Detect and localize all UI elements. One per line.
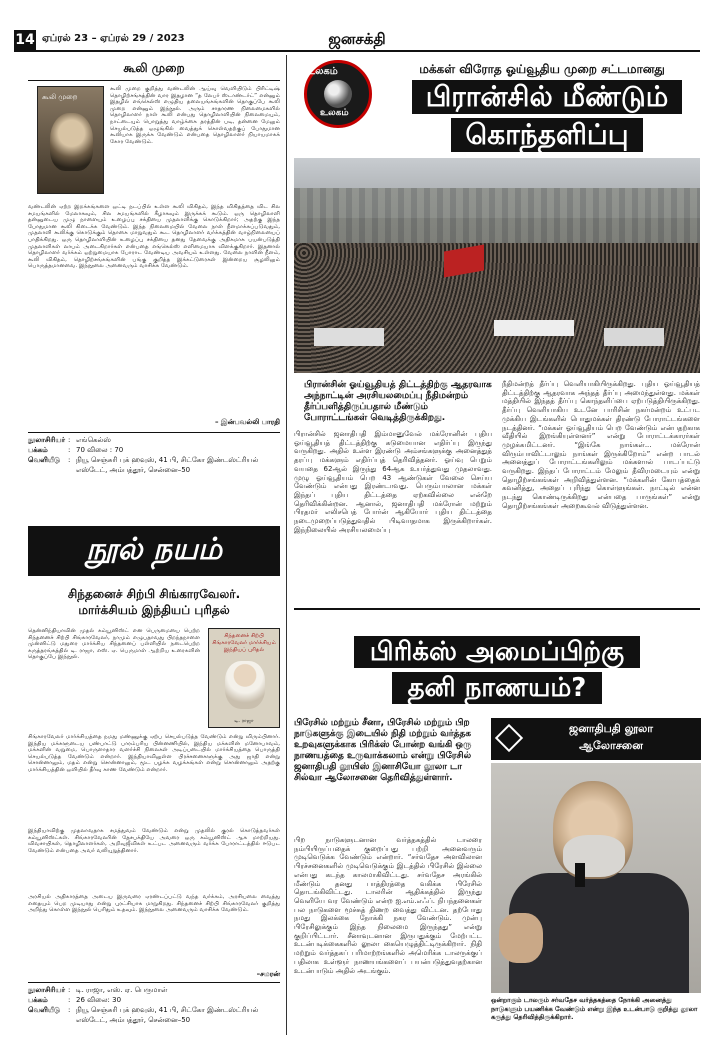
protest-sign	[604, 328, 664, 346]
info-row: நூலாசிரியர் : எங்கெல்ஸ்	[28, 435, 280, 445]
book-cover-title: கூலி முறை	[42, 93, 78, 101]
article1-lead: பிரான்சின் ஓய்வூதியத் திட்டத்திற்கு ஆதரவாக அந்நாட்டின் அரசியலமைப்பு நீதிமன்றம் தீர்ப்பளித்திருப்பதால் மீண்டும் போராட்டங்கள் வெடித்திருக்கிறது.	[304, 380, 492, 423]
article1-headline-line1: பிரான்சில் மீண்டும்	[412, 80, 682, 114]
info-value: நியூ செஞ்சுரி புக் ஹவுஸ், 41 பி, சிட்கோ இண்டஸ்ட்ரியல் எஸ்டேட், அம்பத்தூர், சென்னை–50	[76, 1006, 259, 1024]
info-key: வெளியீடு	[28, 1006, 61, 1014]
review1-book-info	[28, 432, 280, 475]
protest-photo	[294, 158, 700, 373]
newspaper-name: ஜனசக்தி	[328, 30, 386, 48]
review2-paragraph-2: சிங்காரவேலர் மார்க்சியத்தை நமது மண்ணுக்கு ஏற்ப செயல்படுத்த வேண்டும் என்று விரும்பினார். இந்திய மக்களுடைய பண்பாட்டு பாரம்பரிய பின்னணியில், இந்திய மக்களின் மனோபாவம், மக்களின் வறுமை, பொருளாதார வளர்ச்சி நிலைகள் அடிப்படையில் மார்க்சியத்தை பொருத்தி செயல்படுத்த வேண்டும் என்றார். இந்தியாவிலுள்ள பிரச்சனைகளுக்கு அது ஜாதி என்று சொன்னாலும், மதம் என்று சொன்னாலும், மூட பழக்க வழக்கங்கள் என்று சொன்னாலும் அதற்கு மார்க்சியத்தின் ஒளியில் தீர்வு காண வேண்டும் என்றார்.	[28, 734, 280, 773]
photo-beard	[563, 835, 625, 877]
photo2-caption: ஒன்றாகும் டாலரும் சர்வதேச வர்த்தகத்தை நோக்கி அனைத்து நாடுகளும் பயணிக்க வேண்டும் என்று இந்த உடன்பாடு குறித்து லூலா கருத்து தெரிவித்திருக்கிறார்.	[491, 996, 698, 1021]
photo2-title-line1: ஜனாதிபதி லூலா	[569, 722, 653, 735]
book-cover-author: டி. ராஜா	[234, 718, 254, 724]
article2-lead: பிரேசில் மற்றும் சீனா, பிரேசில் மற்றும் பிற நாடுகளுக்கு இடையில் நிதி மற்றும் வர்த்தக உறவுகளுக்காக பிரிக்ஸ் போன்ற வங்கி ஒரு நாணயத்தை உருவாக்கலாம் என்று பிரேசில் ஜனாதிபதி லூயிஸ் இனாசியோ லூலா டா சில்வா ஆலோசனை தெரிவித்துள்ளார்.	[294, 718, 472, 783]
photo2-title-box	[491, 718, 701, 760]
photo-trees	[294, 188, 700, 248]
article1-text-2: நீதிமன்றத் தீர்ப்பு வெளியாகியிருக்கிறது. புதிய ஓய்வூதியத் திட்டத்திற்கு ஆதரவாக அந்தத் தீர்ப்பு அமைந்துள்ளது. மக்கள் மத்தியில் இந்தத் தீர்ப்பு கொந்தளிப்பை ஏற்படுத்தியிருக்கிறது. தீர்ப்பு வெளியாகிய உடனே பாரிசின் நகர்மன்றம் உட்பட முக்கிய இடங்களில் பொதுமக்கள் திரண்டு போராட்டங்களை நடத்தினர். “மக்கள் ஓய்வூதியம் பெற வேண்டும் என்பதற்காக வீதியில் இறங்கியுள்ளனர்” என்று போராட்டக்காரர்கள் முழக்கமிட்டனர். “இங்கே நாங்கள்... மக்ரோன் விரும்பாவிட்டாலும் நாங்கள் இருக்கிறோம்” என்ற பாடல் அனைத்துப் போராட்டங்களிலும் மக்களால் பாடப்பட்டு வருகிறது. இந்தப் போராட்டம் மேலும் தீவிரமடையும் என்று தொழிற்சங்கங்கள் அறிவித்துள்ளன. “மக்களின் கோபத்தைக் கவனித்து, அதைப் புரிந்து கொள்ளுங்கள். நாட்டில் என்ன நடந்து கொண்டிருக்கிறது என்பதை பாருங்கள்” என்று தொழிற்சங்கங்கள் அறைகூவல் விடுத்துள்ளன.	[502, 380, 700, 510]
info-row: பக்கம் : 70 விலை : 70	[28, 445, 280, 455]
lula-photo	[491, 763, 701, 993]
article1-text-1: பிரான்சில் ஜனாதிபதி இம்மானுவேல் மக்ரோனின் புதிய ஓய்வூதியத் திட்டத்திற்கு கடுமையான எதிர்ப்பு இருந்து வருகிறது. அதில் உள்ள இரண்டு அம்சங்களுக்கு அனைத்துத் தரப்பு மக்களும் எதிர்ப்புத் தெரிவித்தனர். ஓய்வு பெறும் வயதை 62ஆல் இருந்து 64ஆக உயர்த்துவது முதலாவது. முழு ஓய்வூதியம் பெற 43 ஆண்டுகள் வேலை செய்ய வேண்டும் என்பது இரண்டாவது. பெரும்பாலான மக்கள் இந்தப் புதிய திட்டத்தை ஏற்கவில்லை என்றே தெரிவிக்கின்றன. ஆனால், ஜனாதிபதி மக்ரோன் மற்றும் பிரதமர் எலிசபெத் போர்ன் ஆகியோர் புதிய திட்டத்தை நடைமுறைப்படுத்துவதில் பிடிவாதமாக இருக்கிறார்கள். இந்நிலையில் அரசியலமைப்பு	[294, 430, 492, 534]
book-cover-image	[37, 86, 104, 194]
review1-paragraph-1: கூலி முறை குறித்து வண்டலின் ஆய்வு வெளியிடும் பிரிட்டிஷ் தொழிற்சங்கத்தின் வார இதழான “த லேபர் ஸ்டாண்டர்ட்” என்னும் இதழில் எங்கெல்ஸ் எழுதிய தலையங்கங்களின் தொகுப்பே கூலி முறை என்னும் இந்நூல். அரும் சாதாரண நிலைமைகளில் தொழிலாளர் நாள் கூலி என்பது தொழிலாளியின் நிலைமையும், நாட்டையும் பொறுத்து வாழ்க்கை தரத்தின் படி, தன்னை மேலும் செயல்படுத்த ஒழுங்கில் வைத்துக் கொள்வதற்குப் போதுமான கூலியாக இருக்க வேண்டும் என்பதை தொழிலாளர் நியாயமாகக் கோர வேண்டும்.	[110, 86, 280, 145]
logo-word-top: உலகம்	[306, 66, 338, 77]
article-separator	[294, 608, 700, 610]
info-key: வெளியீடு	[28, 456, 61, 464]
review2-title-line2: மார்க்சியம் இந்தியப் புரிதல்	[78, 603, 230, 617]
article2-headline-line2: தனி நாணயம்?	[392, 672, 603, 704]
review1-title: கூலி முறை	[28, 58, 280, 81]
article1-headline	[392, 80, 702, 152]
page-header	[14, 30, 700, 52]
author-portrait	[225, 661, 265, 709]
left-column	[28, 58, 280, 1024]
info-key: நூலாசிரியர்	[28, 436, 65, 444]
review1-paragraph-2: வண்டலின் ஏற்ற இறக்கங்களை ஒட்டி நடப்பில் உள்ள கூலி விகிதம், இந்த விகிதத்தை விட சில சமயங்களில் மேலாகவும், சில சமயங்களில் கீழாகவும் இருக்கக் கூடும். ஒரு தொழிலாளி தன்னுடைய முழு நாளையும் உழைப்பு சக்தியை முதலாளிக்கு கொடுக்கிறார்; அதற்கு இந்த போதுமான கூலி கிடைக்க வேண்டும். இந்த நிலைமையில் வேலை நாள் நீளமாக்கப்படுவதும், முதலாளி கூலிக்கு கொடுக்கும் தொகை மாறுவதும் கூட தொழிலாளர் வர்க்கத்தின் வாழ்நிலையைப் பாதிக்கிறது. ஒரு தொழிலாளியின் உழைப்பு சக்தியை தனது தேவைக்கு அதிகமாக பயன்படுத்தி முதலாளிகள் லாபம் அடைகிறார்கள் என்பதை எங்கெல்ஸ் எளிமையாக விளக்குகிறார். இதனால் தொழிலாளர் வர்க்கம் ஒற்றுமையாக போராட வேண்டிய அவசியம் உள்ளது. வேலை நாளின் நீளம், கூலி விகிதம், தொழிற்சங்கங்களின் பங்கு குறித்த இக்கட்டுரைகள் இன்றைய சூழலிலும் பொருத்தமானவை. இந்நூலை அனைவரும் வாசிக்க வேண்டும்.	[28, 204, 280, 270]
book-cover-image	[208, 628, 280, 728]
info-value: நியூ செஞ்சுரி புக் ஹவுஸ், 41 பி, சிட்கோ இண்டஸ்ட்ரியல் எஸ்டேட், அம்பத்தூர், சென்னை–50	[76, 456, 259, 474]
book-cover-title: சிந்தனைச் சிற்பி சிங்காரவேலர் மார்க்சியம் இந்தியப் புரிதல்	[212, 633, 276, 653]
globe-icon	[324, 80, 352, 108]
info-row: வெளியீடு : நியூ செஞ்சுரி புக் ஹவுஸ், 41 பி, சிட்கோ இண்டஸ்ட்ரியல் எஸ்டேட், அம்பத்தூர், சென்னை–50	[28, 1005, 280, 1025]
article1-kicker: மக்கள் விரோத ஓய்வூதிய முறை சட்டமானது	[419, 62, 665, 76]
diamond-icon	[495, 724, 523, 752]
photo-crowd	[294, 243, 700, 373]
review2-title	[28, 586, 280, 618]
section-banner: நூல் நயம்	[28, 526, 280, 576]
info-key: பக்கம்	[28, 446, 48, 454]
article2-headline-line1: பிரிக்ஸ் அமைப்பிற்கு	[354, 636, 640, 668]
logo-word-bottom: உலகம்	[320, 108, 349, 118]
review2-paragraph-1: தென்னிந்தியாவின் முதல் கம்யூனிஸ்ட் என பெருமையை பெற்ற சிந்தனைச் சிற்பி சிங்காரவேலர், நாமும் எழுபதாவது பிறந்தநாளை முன்னிட்டு மதுரை மார்க்சிய சிந்தனைப் பள்ளியில் நடைபெற்ற கருத்தரங்கத்தில் டி. ராஜா, எஸ். ஏ. பெருமாள் ஆற்றிய உரைகளின் தொகுப்பே இந்நூல்.	[28, 628, 200, 661]
review2-title-line1: சிந்தனைச் சிற்பி சிங்காரவேலர்.	[67, 587, 241, 601]
review2-byline: –சமரன்	[256, 970, 280, 978]
info-row: வெளியீடு : நியூ செஞ்சுரி புக் ஹவுஸ், 41 பி, சிட்கோ இண்டஸ்ட்ரியல் எஸ்டேட், அம்பத்தூர், சென்னை–50	[28, 455, 280, 475]
review2-paragraph-3: இந்தியாவிற்கு முதலாவதாக சமத்துவம் வேண்டும் என்று முதலில் குரல் கொடுத்தவர்கள் கம்யூனிஸ்ட்கள். சிங்காரவேலரின் தேசபக்தியே அவரை ஒரு கம்யூனிஸ்ட் ஆக மாற்றியது. விவசாயிகள், தொழிலாளர்கள், அறிவுஜீவிகள் உட்பட அனைவரும் வர்க்க போராட்டத்தில் ஈடுபட வேண்டும் என்பதை அவர் வலியுறுத்தினார்.	[28, 828, 280, 854]
article1-headline-line2: கொந்தளிப்பு	[451, 118, 642, 152]
info-key: பக்கம்	[28, 996, 48, 1004]
issue-date: ஏப்ரல் 23 – ஏப்ரல் 29 / 2023	[42, 33, 185, 44]
protest-sign	[494, 320, 574, 336]
review2-paragraph-4: அரசியல் அதிகாரத்தை அடைய இருவரை ஏரண்டப்பட்டு வந்த வர்க்கம், அரசியலை வைத்து எதையும் பெற முடியாது என்று புரட்சியாக மாறுகிறது. சிந்தனைச் சிற்பி சிங்காரவேலர் குறித்து அறிந்து கொள்ள இந்நூல் பெரிதும் உதவும். இந்நூலை அனைவரும் வாசிக்க வேண்டும்.	[28, 894, 280, 914]
review1-byline: – இன்பவல்லி பாரதி	[214, 418, 280, 426]
info-row: பக்கம் : 26 விலை: 30	[28, 995, 280, 1005]
info-value: 26 விலை: 30	[76, 996, 122, 1004]
author-portrait	[50, 113, 93, 171]
info-value: டி. ராஜா, எஸ். ஏ. பெருமாள்	[76, 986, 168, 994]
column-divider	[286, 55, 287, 1035]
microphone-icon	[575, 863, 585, 887]
info-value: 70 விலை : 70	[76, 446, 124, 454]
info-row: நூலாசிரியர் : டி. ராஜா, எஸ். ஏ. பெருமாள்	[28, 985, 280, 995]
page-number: 14	[15, 32, 35, 48]
article2-text: பிற நாடுகளுடனான வர்த்தகத்தில் டாலரை நம்பியிருப்பதைக் குறைப்பது பற்றி அனைவரும் முடிவெடுக்க வேண்டும் என்றார். “சர்வதேச அளவிலான பிரச்சனைகளில் முடிவெடுக்கும் இடத்தில் பிரேசில் இல்லை என்பது கடந்த காலமாகிவிட்டது. சர்வதேச அரங்கில் மீண்டும் தனது பாத்திரத்தை வகிக்க பிரேசில் தொடங்கிவிட்டது. டாலரின் ஆதிக்கத்தில் இருந்து வெளியே வர வேண்டும் என்ற ஐ.எம்.எஃப். நிபந்தனைகள் பல நாடுகளை மூச்சுத் திணற வைத்து விட்டன. தற்போது நமது இலக்கை நோக்கி நகர வேண்டும். முன்பு பிரேசிலுக்கும் இந்த நிலைமை இருந்தது” என்று குறிப்பிட்டார். சீனாவுடனான இருபதுக்கும் மேற்பட்ட உடன்படிக்கைகளில் லூலா கையெழுத்திட்டிருக்கிறார். நிதி மற்றும் வர்த்தகப் பரிமாற்றங்களில் அமெரிக்க டாலருக்குப் பதிலாக உள்ளூர் நாணயங்களைப் பயன்படுத்துவதற்கான உடன்பாடும் அதில் அடங்கும்.	[294, 836, 482, 975]
world-section-logo	[294, 58, 384, 128]
article1-column-1	[294, 380, 492, 534]
review2-book-info	[28, 982, 280, 1025]
protest-sign	[314, 328, 384, 346]
photo2-title-line2: ஆலோசனை	[579, 739, 643, 752]
info-value: எங்கெல்ஸ்	[76, 436, 111, 444]
photo-hand	[499, 913, 543, 963]
article1-column-2	[502, 380, 700, 511]
info-key: நூலாசிரியர்	[28, 986, 65, 994]
article2-headline	[294, 636, 700, 704]
